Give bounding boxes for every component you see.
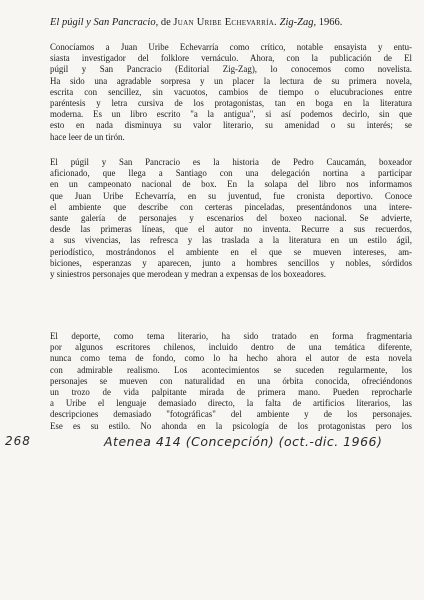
text-line: El púgil y San Pancracio es la historia de Pedro Caucamán, boxeador	[50, 157, 412, 167]
text-line: El deporte, como tema literario, ha sido tratado en forma fragmentaria	[50, 331, 412, 341]
handwritten-page-number: 268	[5, 434, 31, 448]
text-line: que Juan Uribe Echevarría, en su juventud, fue cronista deportivo. Conoce	[50, 190, 412, 201]
text-line: aficionado, que llega a Santiago con una delegación nortina a participar	[50, 168, 412, 179]
text-line: paréntesis y letra cursiva de los protagonistas, tan en boga en la literatura	[50, 98, 412, 109]
text-line: el ambiente que describe con certeras pinceladas, presentándonos una intere-	[50, 201, 412, 212]
text-line: y siniestros personajes que merodean y medran a expensas de los boxeadores.	[50, 269, 327, 280]
text-line: esto en nada disminuya su valor literario, su amenidad o su interés; se	[50, 120, 412, 131]
text-line: Ha sido una agradable sorpresa y un placer la lectura de su primera novela,	[50, 75, 412, 86]
text-line: escrita con sencillez, sin vacuotos, cambios de tiempo o elucubraciones entre	[50, 86, 412, 97]
paragraph-2	[50, 157, 412, 280]
text-line: en un campeonato nacional de box. En la solapa del libro nos informamos	[50, 179, 412, 190]
paragraph-1	[50, 42, 412, 143]
book-title: El púgil y San Pancracio,	[50, 17, 159, 28]
text-line: Ese es su estilo. No ahonda en la psicología de los protagonistas pero los	[50, 420, 412, 431]
text-line: nunca como tema de fondo, como lo ha hecho ahora el autor de esta novela	[50, 353, 412, 364]
text-line: sante galería de personajes y escenarios del boxeo nacional. Se advierte,	[50, 213, 412, 224]
text-line: Conocíamos a Juan Uribe Echevarría como crítico, notable ensayista y entu-	[50, 42, 412, 52]
text-line: moderna. Es un libro escrito "a la antigua", si así podemos decirlo, sin que	[50, 109, 412, 120]
header-connector: de	[160, 17, 171, 28]
text-line: personajes se mueven con naturalidad en una órbita conocida, ofreciéndonos	[50, 375, 412, 386]
text-line: a Uribe el lenguaje demasiado directo, la falta de artificios literarios, las	[50, 398, 412, 409]
book-publisher: Zig-Zag,	[279, 17, 317, 28]
text-line: desde las primeras líneas, que el autor no inventa. Recurre a sus recuerdos,	[50, 224, 412, 235]
text-line: biciones, esperanzas y aparecen, junto a hombres sencillos y nobles, sórdidos	[50, 257, 412, 268]
text-line: púgil y San Pancracio (Editorial Zig-Zag), lo conocemos como novelista.	[50, 64, 412, 75]
text-line: a sus vivencias, las refresca y las traslada a la literatura en un estilo ágil,	[50, 235, 412, 246]
text-line: hace leer de un tirón.	[50, 131, 125, 142]
review-header	[50, 17, 410, 28]
handwritten-source-note: Atenea 414 (Concepción) (oct.-dic. 1966)	[104, 434, 383, 449]
text-line: descripciones demasiado "fotográficas" del ambiente y de los personajes.	[50, 409, 412, 420]
text-line: por algunos escritores chilenos, incluido dentro de una temática diferente,	[50, 342, 412, 353]
text-line: un trozo de vida palpitante mirada de primera mano. Pueden reprocharle	[50, 387, 412, 398]
paragraph-3	[50, 331, 412, 432]
book-year: 1966.	[318, 17, 343, 28]
text-line: siasta investigador del folklore vernáculo. Ahora, con la publicación de El	[50, 53, 412, 64]
text-line: con admirable realismo. Los acontecimientos se suceden regularmente, los	[50, 364, 412, 375]
text-line: periodístico, mostrándonos el ambiente en el que se mueven intereses, am-	[50, 246, 412, 257]
book-author: Juan Uribe Echevarría.	[173, 17, 277, 28]
